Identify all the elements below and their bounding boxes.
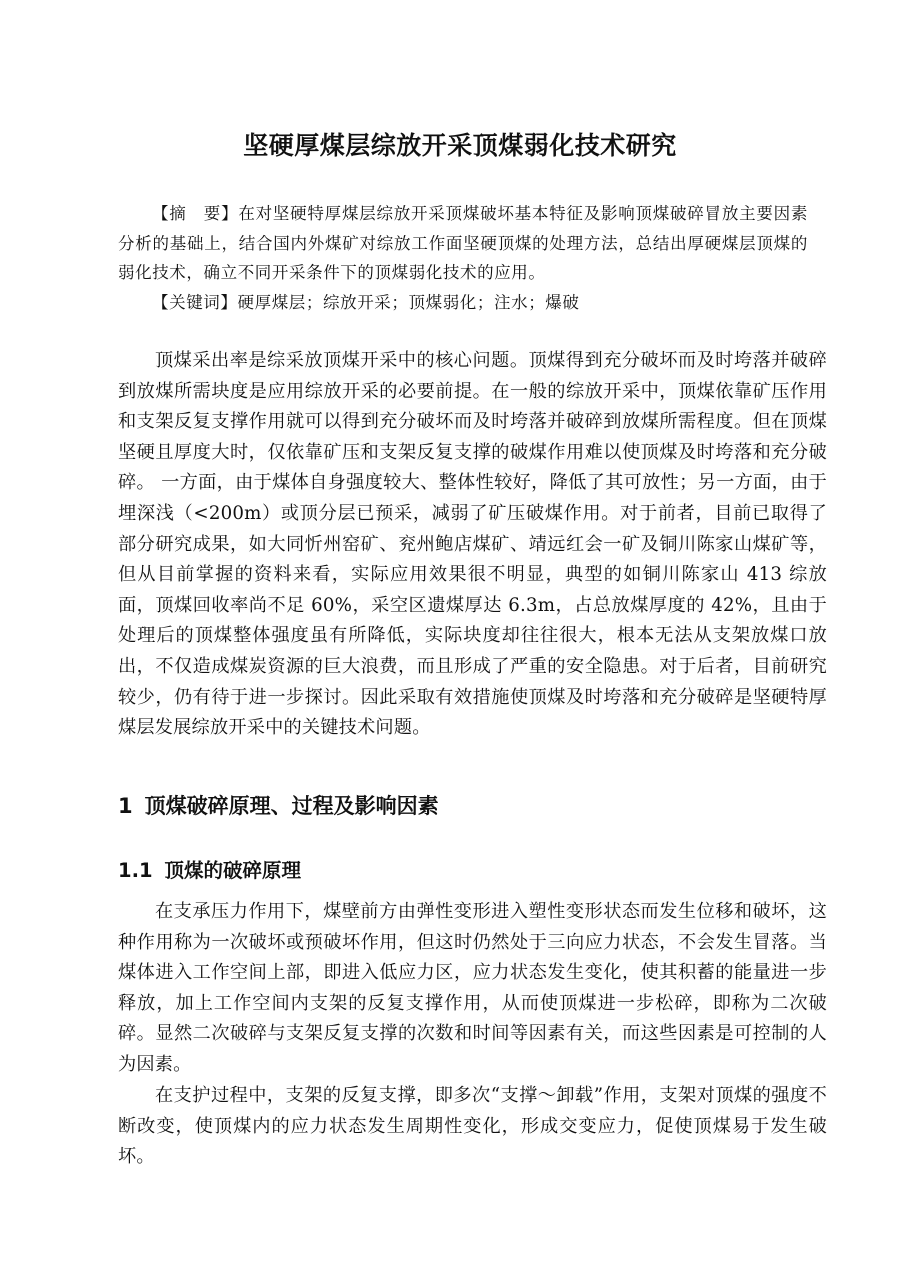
keywords-text: 硬厚煤层；综放开采；顶煤弱化；注水；爆破 (237, 293, 580, 312)
intro-paragraph: 顶煤采出率是综采放顶煤开采中的核心问题。顶煤得到充分破坏而及时垮落并破碎到放煤所需块度是应用综放开采的必要前提。在一般的综放开采中，顶煤依靠矿压作用和支架反复支撑作用就可以得到充分破坏而及时垮落并破碎到放煤所需程度。但在顶煤坚硬且厚度大时，仅依靠矿压和支架反复支撑的破煤作用难以使顶煤及时垮落和充分破碎。 一方面，由于煤体自身强度较大、整体性较好，降低了其可放性；另一方面，由于埋深浅（<200m）或顶分层已预采，减弱了矿压破煤作用。对于前者，目前已取得了部分研究成果，如大同忻州窑矿、兖州鲍店煤矿、靖远红会一矿及铜川陈家山煤矿等，但从目前掌握的资料来看，实际应用效果很不明显，典型的如铜川陈家山 413 综放面，顶煤回收率尚不足 60%，采空区遗煤厚达 6.3m，占总放煤厚度的 42%，且由于处理后的顶煤整体强度虽有所降低，实际块度却往往很大，根本无法从支架放煤口放出，不仅造成煤炭资源的巨大浪费，而且形成了严重的安全隐患。对于后者，目前研究较少，仍有待于进一步探讨。因此采取有效措施使顶煤及时垮落和充分破碎是坚硬特厚煤层发展综放开采中的关键技术问题。 (118, 350, 827, 739)
section-1-title: 顶煤破碎原理、过程及影响因素 (144, 794, 439, 818)
section-1-1-paragraph: 在支护过程中，支架的反复支撑，即多次“支撑～卸载”作用，支架对顶煤的强度不断改变，使顶煤内的应力状态发生周期性变化，形成交变应力，促使顶煤易于发生破坏。 (118, 1085, 827, 1168)
section-1-heading (118, 788, 439, 824)
abstract-text: 在对坚硬特厚煤层综放开采顶煤破坏基本特征及影响顶煤破碎冒放主要因素分析的基础上，结合国内外煤矿对综放工作面坚硬顶煤的处理方法，总结出厚硬煤层顶煤的弱化技术，确立不同开采条件下的顶煤弱化技术的应用。 (118, 204, 808, 282)
keywords (118, 288, 808, 318)
abstract-label: 【摘 要】 (152, 204, 239, 223)
keywords-label: 【关键词】 (152, 293, 238, 312)
section-1-1-number: 1.1 (118, 859, 153, 882)
section-1-1-heading (118, 854, 301, 888)
section-1-1-paragraph: 在支承压力作用下，煤壁前方由弹性变形进入塑性变形状态而发生位移和破坏，这种作用称为一次破坏或预破坏作用，但这时仍然处于三向应力状态，不会发生冒落。当煤体进入工作空间上部，即进入低应力区，应力状态发生变化，使其积蓄的能量进一步释放，加上工作空间内支架的反复支撑作用，从而使顶煤进一步松碎，即称为二次破碎。显然二次破碎与支架反复支撑的次数和时间等因素有关，而这些因素是可控制的人为因素。 (118, 901, 827, 1075)
abstract (118, 199, 808, 288)
section-1-number: 1 (118, 794, 133, 818)
section-1-1-title: 顶煤的破碎原理 (164, 859, 302, 882)
paper-title: 坚硬厚煤层综放开采顶煤弱化技术研究 (243, 131, 677, 160)
